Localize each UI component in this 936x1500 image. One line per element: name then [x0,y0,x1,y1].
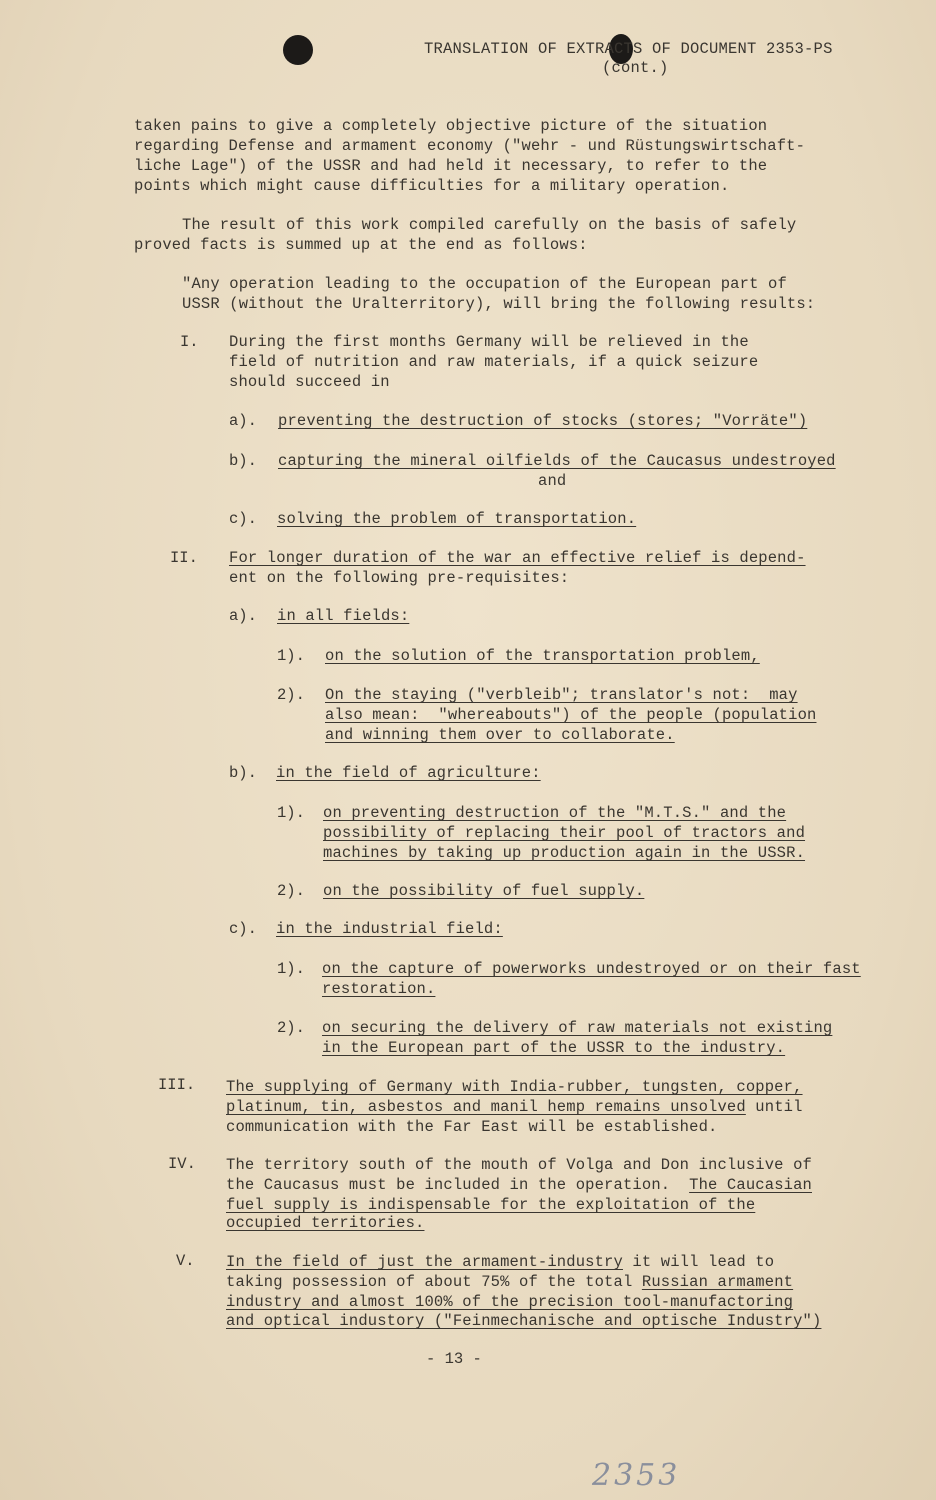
item3-line: The supplying of Germany with India-rubber, tungsten, copper, [226,1078,803,1096]
para1-line: regarding Defense and armament economy ("wehr - und Rüstungswirtschaft- [134,137,806,155]
item4-line: fuel supply is indispensable for the exploitation of the [226,1196,756,1214]
item2-b1-line: on preventing destruction of the "M.T.S." and the [323,804,787,822]
item5-line [226,1253,774,1273]
sub-label: 1). [277,804,305,822]
item2-b1-line: machines by taking up production again in the USSR. [323,844,806,862]
sub-label: 1). [277,960,305,978]
para1-line: taken pains to give a completely objective picture of the situation [134,117,768,135]
item5-line1-rest: it will lead to [622,1253,775,1271]
item-number: IV. [168,1155,196,1173]
sub-label: c). [229,920,257,938]
item4-line: The territory south of the mouth of Volga and Don inclusive of [226,1156,812,1174]
header-title: TRANSLATION OF EXTRACTS OF DOCUMENT 2353-PS [424,40,833,58]
item5-line [226,1273,793,1293]
item2-a2-line: and winning them over to collaborate. [325,726,675,744]
item-number: V. [176,1252,195,1270]
sub-label: a). [229,412,257,430]
para2-line: The result of this work compiled carefully on the basis of safely [182,216,797,234]
item5-line: industry and almost 100% of the precision tool-manufactoring [226,1293,794,1311]
item1-b-text: capturing the mineral oilfields of the Caucasus undestroyed [278,452,836,470]
para1-line: liche Lage") of the USSR and had held it necessary, to refer to the [134,157,768,175]
punch-hole-left [283,35,313,65]
item-number: III. [158,1076,196,1094]
item2-c1-line: restoration. [322,980,436,998]
item2-line [229,549,806,569]
quote-line: "Any operation leading to the occupation of the European part of [182,275,787,293]
item-number: I. [180,333,199,351]
item2-a2-line: On the staying ("verbleib"; translator's not: may [325,686,798,704]
item4-line2-underlined: The Caucasian [689,1176,812,1194]
item2-line: ent on the following pre-requisites: [229,569,570,587]
sub-label: c). [229,510,257,528]
para1-line: points which might cause difficulties for a military operation. [134,177,730,195]
handwritten-note: 2353 [592,1458,681,1493]
sub-label: 1). [277,647,305,665]
item4-line [226,1176,812,1196]
item2-c2-line: in the European part of the USSR to the industry. [322,1039,786,1057]
item1-line: During the first months Germany will be relieved in the [229,333,749,351]
item4-line2-plain: the Caucasus must be included in the operation. [226,1176,690,1194]
para2-line: proved facts is summed up at the end as follows: [134,236,588,254]
sub-label: b). [229,764,257,782]
item2-b1-line: possibility of replacing their pool of tractors and [323,824,806,842]
item3-line2-underlined: platinum, tin, asbestos and manil hemp remains unsolved [226,1098,746,1116]
item1-and: and [538,472,567,490]
item2-c2-line: on securing the delivery of raw materials not existing [322,1019,833,1037]
sub-label: a). [229,607,257,625]
item2-a2-line: also mean: "whereabouts") of the people (population [325,706,817,724]
document-header [424,40,833,78]
item-number: II. [170,549,198,567]
item5-line2-underlined: Russian armament [641,1273,794,1291]
item5-line1-underlined: In the field of just the armament-industry [226,1253,623,1271]
item2-a-text: in all fields: [277,607,410,625]
item2-a1-text: on the solution of the transportation problem, [325,647,760,665]
item3-line2-rest: until [745,1098,803,1116]
page-number: - 13 - [426,1350,482,1368]
item3-line: communication with the Far East will be established. [226,1118,718,1136]
sub-label: 2). [277,686,305,704]
item1-line: field of nutrition and raw materials, if a quick seizure [229,353,759,371]
item1-c-text: solving the problem of transportation. [277,510,637,528]
item4-line: occupied territories. [226,1214,425,1232]
item5-line: and optical industory ("Feinmechanische and optische Industry") [226,1312,822,1330]
sub-label: 2). [277,1019,305,1037]
item2-line1: For longer duration of the war an effective relief is depend- [229,549,806,567]
item1-line: should succeed in [229,373,390,391]
item2-b-text: in the field of agriculture: [276,764,541,782]
quote-line: USSR (without the Uralterritory), will bring the following results: [182,295,816,313]
item3-line [226,1098,803,1118]
item1-a-text: preventing the destruction of stocks (stores; "Vorräte") [278,412,808,430]
sub-label: b). [229,452,257,470]
item5-line2-plain: taking possession of about 75% of the total [226,1273,642,1291]
item2-b2-text: on the possibility of fuel supply. [323,882,645,900]
item2-c-text: in the industrial field: [276,920,503,938]
sub-label: 2). [277,882,305,900]
item2-c1-line: on the capture of powerworks undestroyed or on their fast [322,960,861,978]
header-cont: (cont.) [602,59,669,77]
